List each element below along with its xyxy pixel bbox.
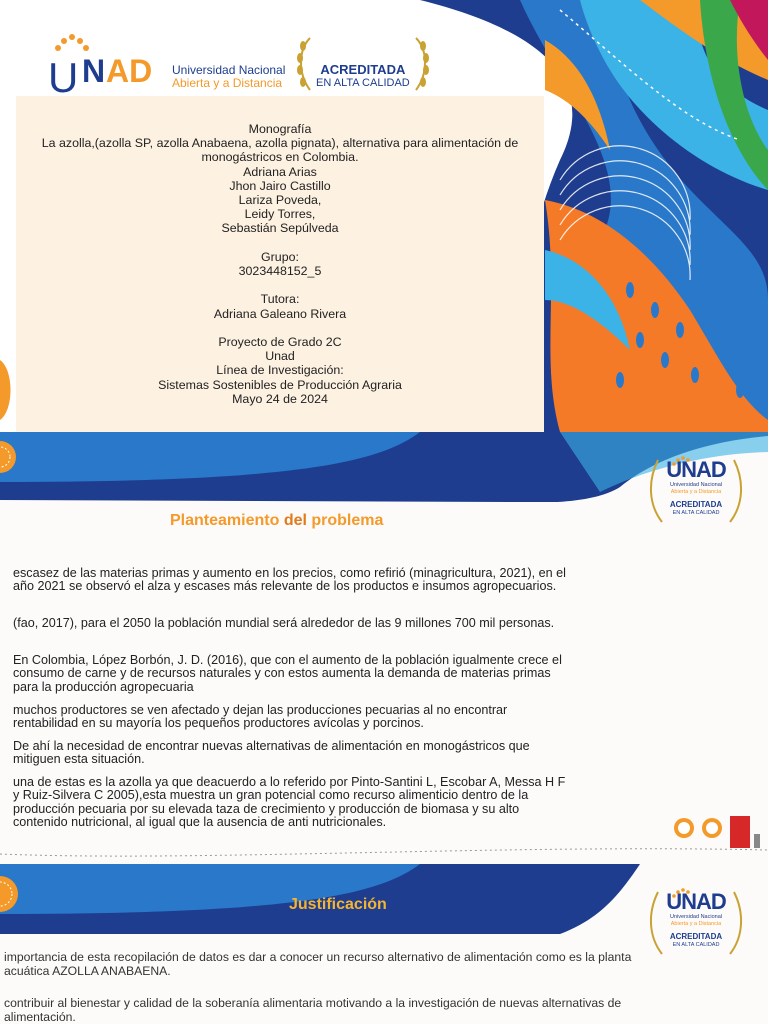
paragraph-2: contribuir al bienestar y calidad de la soberanía alimentaria motivando a la investigación de nuevas alternativas de alimentación.: [4, 996, 622, 1024]
cover-line: Unad: [265, 349, 295, 364]
laurel-right-icon: [410, 34, 434, 94]
cover-line: Tutora:: [260, 292, 300, 307]
cover-line: [16, 321, 544, 335]
paragraph-3: En Colombia, López Borbón, J. D. (2016), que con el aumento de la población igualmente crece el consumo de carne y de recursos naturales y con estos aumenta la demanda de materias primas para la producción agropecuaria: [13, 653, 562, 694]
cover-line: Adriana Arias: [243, 164, 317, 179]
cover-slide: [0, 0, 768, 432]
badge-line1: Universidad Nacional: [670, 914, 722, 920]
badge-brand: UNAD: [666, 889, 726, 914]
laurel-left-icon: [292, 34, 316, 94]
section-title: [170, 512, 383, 530]
unad-badge: [648, 886, 744, 958]
svg-text:U: U: [48, 54, 79, 94]
cover-line: Jhon Jairo Castillo: [229, 178, 331, 193]
section-title: Justificación: [289, 896, 387, 913]
badge-brand: UNAD: [666, 457, 726, 482]
cover-text: [16, 122, 544, 406]
cover-line: Grupo:: [261, 249, 299, 264]
cover-line: Leidy Torres,: [244, 207, 316, 222]
badge-line1: Universidad Nacional: [670, 482, 722, 488]
paragraph-5: De ahí la necesidad de encontrar nuevas alternativas de alimentación en monogástricos que mitiguen esta situación.: [13, 739, 530, 767]
cover-line: Mayo 24 de 2024: [232, 391, 328, 406]
cover-line: Adriana Galeano Rivera: [213, 306, 347, 321]
cover-line: [16, 236, 544, 250]
paragraph-4: muchos productores se ven afectado y dejan las producciones pecuarias al no encontrar rentabilidad en su mayoría los pequeños productores avícolas y porcinos.: [13, 703, 508, 731]
title-part1: Planteamiento: [170, 512, 284, 529]
cover-line: [16, 278, 544, 292]
cover-line: 3023448152_5: [238, 264, 322, 279]
paragraph-1: escasez de las materias primas y aumento en los precios, como refirió (minagricultura, 2021), en el año 2021 se observó el alza y escases más relevante de los productos e insumos agropecuarios.: [13, 566, 566, 594]
badge-line2: Abierta y a Distancia: [670, 921, 722, 927]
problem-slide: [0, 432, 768, 864]
justification-slide: [0, 864, 768, 1024]
cover-line: Línea de Investigación:: [216, 363, 344, 378]
paragraph-6: una de estas es la azolla ya que deacuerdo a lo referido por Pinto-Santini L, Escobar A, Messa H F y Ruiz-Silvera C 2005),esta muestra un gran potencial como recurso alimenticio dentro de la producción pecuaria por su elevada taza de crecimiento y producción de biomasa y su alto contenido nutricional, al igual que la ausencia de anti nutricionales.: [13, 775, 566, 830]
title-part3: problema: [306, 512, 384, 529]
cover-line: monogástricos en Colombia.: [201, 150, 359, 165]
badge-acred2: EN ALTA CALIDAD: [672, 510, 720, 516]
badge-line2: Abierta y a Distancia: [670, 489, 722, 495]
acred-line2: EN ALTA CALIDAD: [316, 77, 410, 89]
badge-acred1: ACREDITADA: [669, 932, 723, 941]
cover-line: Lariza Poveda,: [238, 193, 322, 208]
logo-name-line1: Universidad Nacional: [172, 63, 286, 77]
svg-text:AD: AD: [106, 53, 153, 89]
cover-line: Sebastián Sepúlveda: [221, 221, 339, 236]
dotted-wave-divider: [0, 834, 768, 864]
cover-line: Sistemas Sostenibles de Producción Agraria: [158, 377, 402, 392]
paragraph-1: importancia de esta recopilación de datos es dar a conocer un recurso alternativo de alimentación como es la planta acuática AZOLLA ANABAENA.: [4, 950, 632, 978]
badge-acred2: EN ALTA CALIDAD: [672, 942, 720, 948]
cover-line: Proyecto de Grado 2C: [218, 335, 342, 349]
cover-line: La azolla,(azolla SP, azolla Anabaena, azolla pignata), alternativa para alimentación de: [41, 136, 519, 151]
badge-acred1: ACREDITADA: [669, 500, 723, 509]
paragraph-2: (fao, 2017), para el 2050 la población mundial será alrededor de las 9 millones 700 mil personas.: [13, 616, 555, 630]
title-part2: del: [283, 512, 307, 529]
unad-badge: [648, 454, 744, 526]
logo-name-line2: Abierta y a Distancia: [172, 76, 283, 90]
svg-text:N: N: [82, 53, 106, 89]
acred-line1: ACREDITADA: [320, 62, 406, 77]
cover-line: Monografía: [248, 122, 312, 136]
unad-logo-mark: [48, 34, 168, 94]
